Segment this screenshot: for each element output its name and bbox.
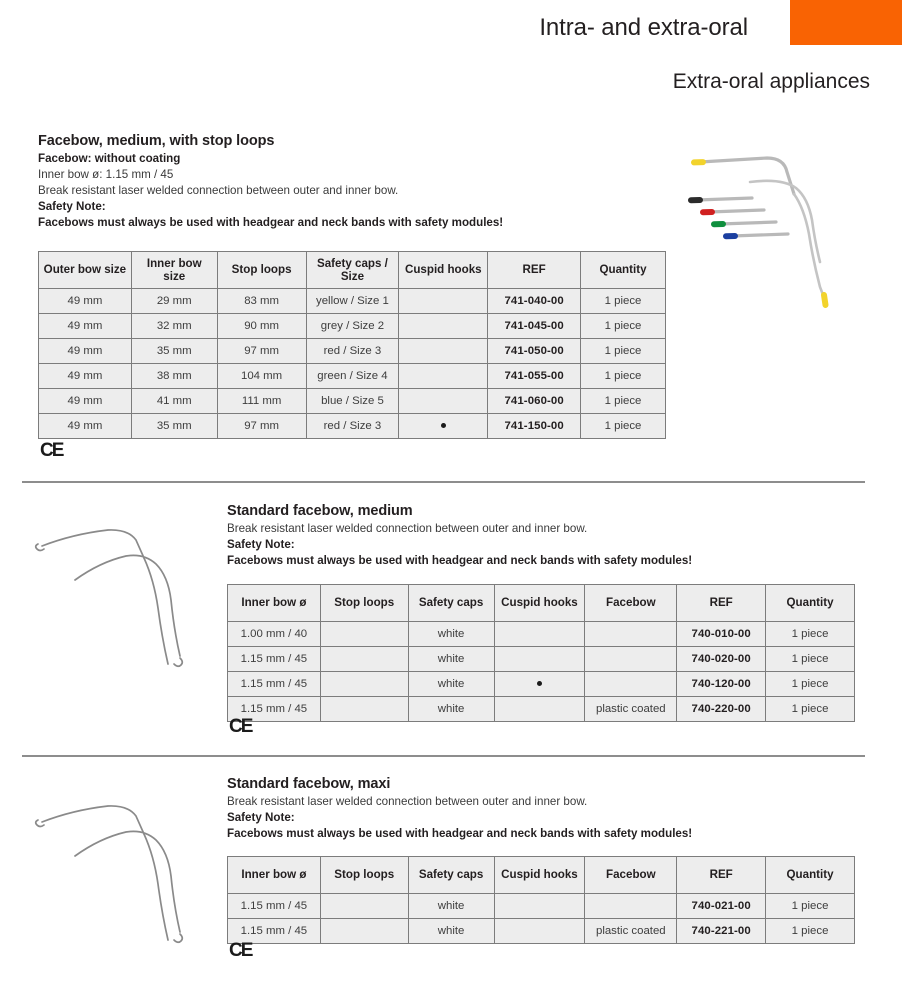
- cell-inner-bow-size: 41 mm: [131, 389, 217, 414]
- cell-stop-loops: [320, 647, 408, 672]
- section-divider: [22, 755, 865, 757]
- cell-stop-loops: [320, 622, 408, 647]
- cell-ref: 741-045-00: [488, 314, 581, 339]
- section-line: Facebow: without coating: [38, 152, 181, 165]
- section-facebow-medium-stop-loops: [38, 133, 678, 231]
- table-header-row: [228, 857, 855, 894]
- spec-table-facebow-medium-stop-loops: [38, 251, 666, 439]
- cell-outer-bow-size: 49 mm: [39, 389, 132, 414]
- ce-mark: CE: [229, 716, 252, 737]
- cell-stop-loops: 97 mm: [217, 339, 306, 364]
- section-line: Break resistant laser welded connection between outer and inner bow.: [227, 522, 588, 535]
- section-title: Facebow, medium, with stop loops: [38, 133, 275, 149]
- column-header: Facebow: [585, 857, 677, 894]
- cell-safety-caps: white: [408, 647, 494, 672]
- cell-ref: 741-040-00: [488, 289, 581, 314]
- spec-table-standard-facebow-maxi: [227, 856, 855, 944]
- cell-quantity: 1 piece: [581, 364, 666, 389]
- cell-ref: 740-020-00: [677, 647, 766, 672]
- column-header: Quantity: [581, 252, 666, 289]
- column-header: Quantity: [766, 857, 855, 894]
- column-header: Safety caps: [408, 585, 494, 622]
- cell-outer-bow-size: 49 mm: [39, 289, 132, 314]
- cell-stop-loops: [320, 672, 408, 697]
- column-header: Outer bow size: [39, 252, 132, 289]
- cell-inner-bow-diameter: 1.15 mm / 45: [228, 647, 321, 672]
- cell-quantity: 1 piece: [766, 919, 855, 944]
- cell-safety-caps: white: [408, 697, 494, 722]
- cell-facebow: plastic coated: [585, 919, 677, 944]
- cell-stop-loops: [320, 919, 408, 944]
- bullet-dot-icon: [537, 681, 542, 686]
- section-line: Facebows must always be used with headgear and neck bands with safety modules!: [38, 216, 504, 229]
- cell-quantity: 1 piece: [766, 672, 855, 697]
- table-header-row: [228, 585, 855, 622]
- section-line: Facebows must always be used with headgear and neck bands with safety modules!: [227, 827, 693, 840]
- cell-ref: 740-021-00: [677, 894, 766, 919]
- cell-inner-bow-diameter: 1.15 mm / 45: [228, 697, 321, 722]
- cell-quantity: 1 piece: [766, 647, 855, 672]
- product-image-standard-facebow-medium: [28, 508, 218, 683]
- cell-inner-bow-diameter: 1.00 mm / 40: [228, 622, 321, 647]
- column-header: Cuspid hooks: [399, 252, 488, 289]
- cell-ref: 741-060-00: [488, 389, 581, 414]
- cell-inner-bow-size: 29 mm: [131, 289, 217, 314]
- table-row: [228, 622, 855, 647]
- section-line: Facebows must always be used with headgear and neck bands with safety modules!: [227, 554, 693, 567]
- column-header: REF: [488, 252, 581, 289]
- cell-inner-bow-size: 38 mm: [131, 364, 217, 389]
- column-header: REF: [677, 585, 766, 622]
- cell-facebow: [585, 622, 677, 647]
- bullet-dot-icon: [441, 423, 446, 428]
- cell-safety-caps: white: [408, 919, 494, 944]
- cell-facebow: [585, 894, 677, 919]
- cell-safety-caps: red / Size 3: [306, 414, 399, 439]
- cell-stop-loops: 97 mm: [217, 414, 306, 439]
- page-subtitle: Extra-oral appliances: [672, 70, 870, 93]
- cell-ref: 740-221-00: [677, 919, 766, 944]
- cell-cuspid-hooks: [399, 389, 488, 414]
- section-divider: [22, 481, 865, 483]
- cell-safety-caps: white: [408, 894, 494, 919]
- cell-cuspid-hooks: [494, 697, 585, 722]
- product-image-facebow-set: [672, 142, 872, 322]
- column-header: REF: [677, 857, 766, 894]
- accent-block: [790, 0, 902, 45]
- cell-ref: 741-150-00: [488, 414, 581, 439]
- cell-cuspid-hooks: [399, 339, 488, 364]
- column-header: Inner bow ø: [228, 585, 321, 622]
- cell-stop-loops: 111 mm: [217, 389, 306, 414]
- section-line: Safety Note:: [227, 811, 295, 824]
- column-header: Cuspid hooks: [494, 857, 585, 894]
- cell-quantity: 1 piece: [581, 389, 666, 414]
- ce-mark: CE: [229, 940, 252, 961]
- cell-outer-bow-size: 49 mm: [39, 364, 132, 389]
- cell-stop-loops: [320, 697, 408, 722]
- cell-inner-bow-diameter: 1.15 mm / 45: [228, 894, 321, 919]
- section-line: Break resistant laser welded connection between outer and inner bow.: [38, 184, 399, 197]
- cell-cuspid-hooks: [494, 919, 585, 944]
- cell-cuspid-hooks: [399, 314, 488, 339]
- table-row: [228, 894, 855, 919]
- table-row: [228, 919, 855, 944]
- cell-stop-loops: [320, 894, 408, 919]
- cell-stop-loops: 83 mm: [217, 289, 306, 314]
- cell-quantity: 1 piece: [766, 622, 855, 647]
- column-header: Stop loops: [320, 585, 408, 622]
- cell-cuspid-hooks: [494, 622, 585, 647]
- table-row: [39, 314, 666, 339]
- cell-safety-caps: yellow / Size 1: [306, 289, 399, 314]
- column-header: Safety caps: [408, 857, 494, 894]
- cell-safety-caps: red / Size 3: [306, 339, 399, 364]
- column-header: Cuspid hooks: [494, 585, 585, 622]
- column-header: Inner bow ø: [228, 857, 321, 894]
- cell-inner-bow-size: 32 mm: [131, 314, 217, 339]
- cell-inner-bow-size: 35 mm: [131, 414, 217, 439]
- cell-stop-loops: 104 mm: [217, 364, 306, 389]
- table-row: [39, 289, 666, 314]
- product-image-standard-facebow-maxi: [28, 784, 218, 959]
- spec-table-standard-facebow-medium: [227, 584, 855, 722]
- cell-cuspid-hooks: [399, 364, 488, 389]
- page-title: Intra- and extra-oral: [539, 14, 748, 41]
- table-row: [39, 389, 666, 414]
- column-header: Stop loops: [320, 857, 408, 894]
- cell-safety-caps: blue / Size 5: [306, 389, 399, 414]
- cell-outer-bow-size: 49 mm: [39, 339, 132, 364]
- table-row: [228, 697, 855, 722]
- column-header: Safety caps / Size: [306, 252, 399, 289]
- cell-quantity: 1 piece: [581, 289, 666, 314]
- cell-quantity: 1 piece: [581, 414, 666, 439]
- section-line: Break resistant laser welded connection between outer and inner bow.: [227, 795, 588, 808]
- cell-cuspid-hooks: [494, 894, 585, 919]
- cell-safety-caps: white: [408, 622, 494, 647]
- cell-ref: 740-120-00: [677, 672, 766, 697]
- cell-quantity: 1 piece: [581, 339, 666, 364]
- cell-outer-bow-size: 49 mm: [39, 314, 132, 339]
- cell-safety-caps: grey / Size 2: [306, 314, 399, 339]
- cell-quantity: 1 piece: [766, 697, 855, 722]
- table-row: [228, 672, 855, 697]
- cell-cuspid-hooks: [494, 647, 585, 672]
- section-standard-facebow-maxi: [227, 776, 867, 842]
- section-standard-facebow-medium: [227, 503, 867, 569]
- column-header: Inner bow size: [131, 252, 217, 289]
- cell-cuspid-hooks: [494, 672, 585, 697]
- column-header: Quantity: [766, 585, 855, 622]
- cell-ref: 740-010-00: [677, 622, 766, 647]
- cell-ref: 741-055-00: [488, 364, 581, 389]
- cell-inner-bow-diameter: 1.15 mm / 45: [228, 919, 321, 944]
- cell-ref: 741-050-00: [488, 339, 581, 364]
- cell-safety-caps: green / Size 4: [306, 364, 399, 389]
- table-header-row: [39, 252, 666, 289]
- cell-safety-caps: white: [408, 672, 494, 697]
- table-row: [39, 414, 666, 439]
- cell-quantity: 1 piece: [581, 314, 666, 339]
- section-line: Safety Note:: [38, 200, 106, 213]
- cell-ref: 740-220-00: [677, 697, 766, 722]
- cell-stop-loops: 90 mm: [217, 314, 306, 339]
- column-header: Facebow: [585, 585, 677, 622]
- section-line: Safety Note:: [227, 538, 295, 551]
- section-title: Standard facebow, medium: [227, 503, 413, 519]
- table-row: [228, 647, 855, 672]
- cell-inner-bow-size: 35 mm: [131, 339, 217, 364]
- column-header: Stop loops: [217, 252, 306, 289]
- table-row: [39, 364, 666, 389]
- section-title: Standard facebow, maxi: [227, 776, 391, 792]
- cell-quantity: 1 piece: [766, 894, 855, 919]
- cell-outer-bow-size: 49 mm: [39, 414, 132, 439]
- cell-inner-bow-diameter: 1.15 mm / 45: [228, 672, 321, 697]
- cell-facebow: [585, 672, 677, 697]
- cell-facebow: [585, 647, 677, 672]
- cell-facebow: plastic coated: [585, 697, 677, 722]
- cell-cuspid-hooks: [399, 289, 488, 314]
- table-row: [39, 339, 666, 364]
- section-line: Inner bow ø: 1.15 mm / 45: [38, 168, 174, 181]
- cell-cuspid-hooks: [399, 414, 488, 439]
- ce-mark: CE: [40, 440, 63, 461]
